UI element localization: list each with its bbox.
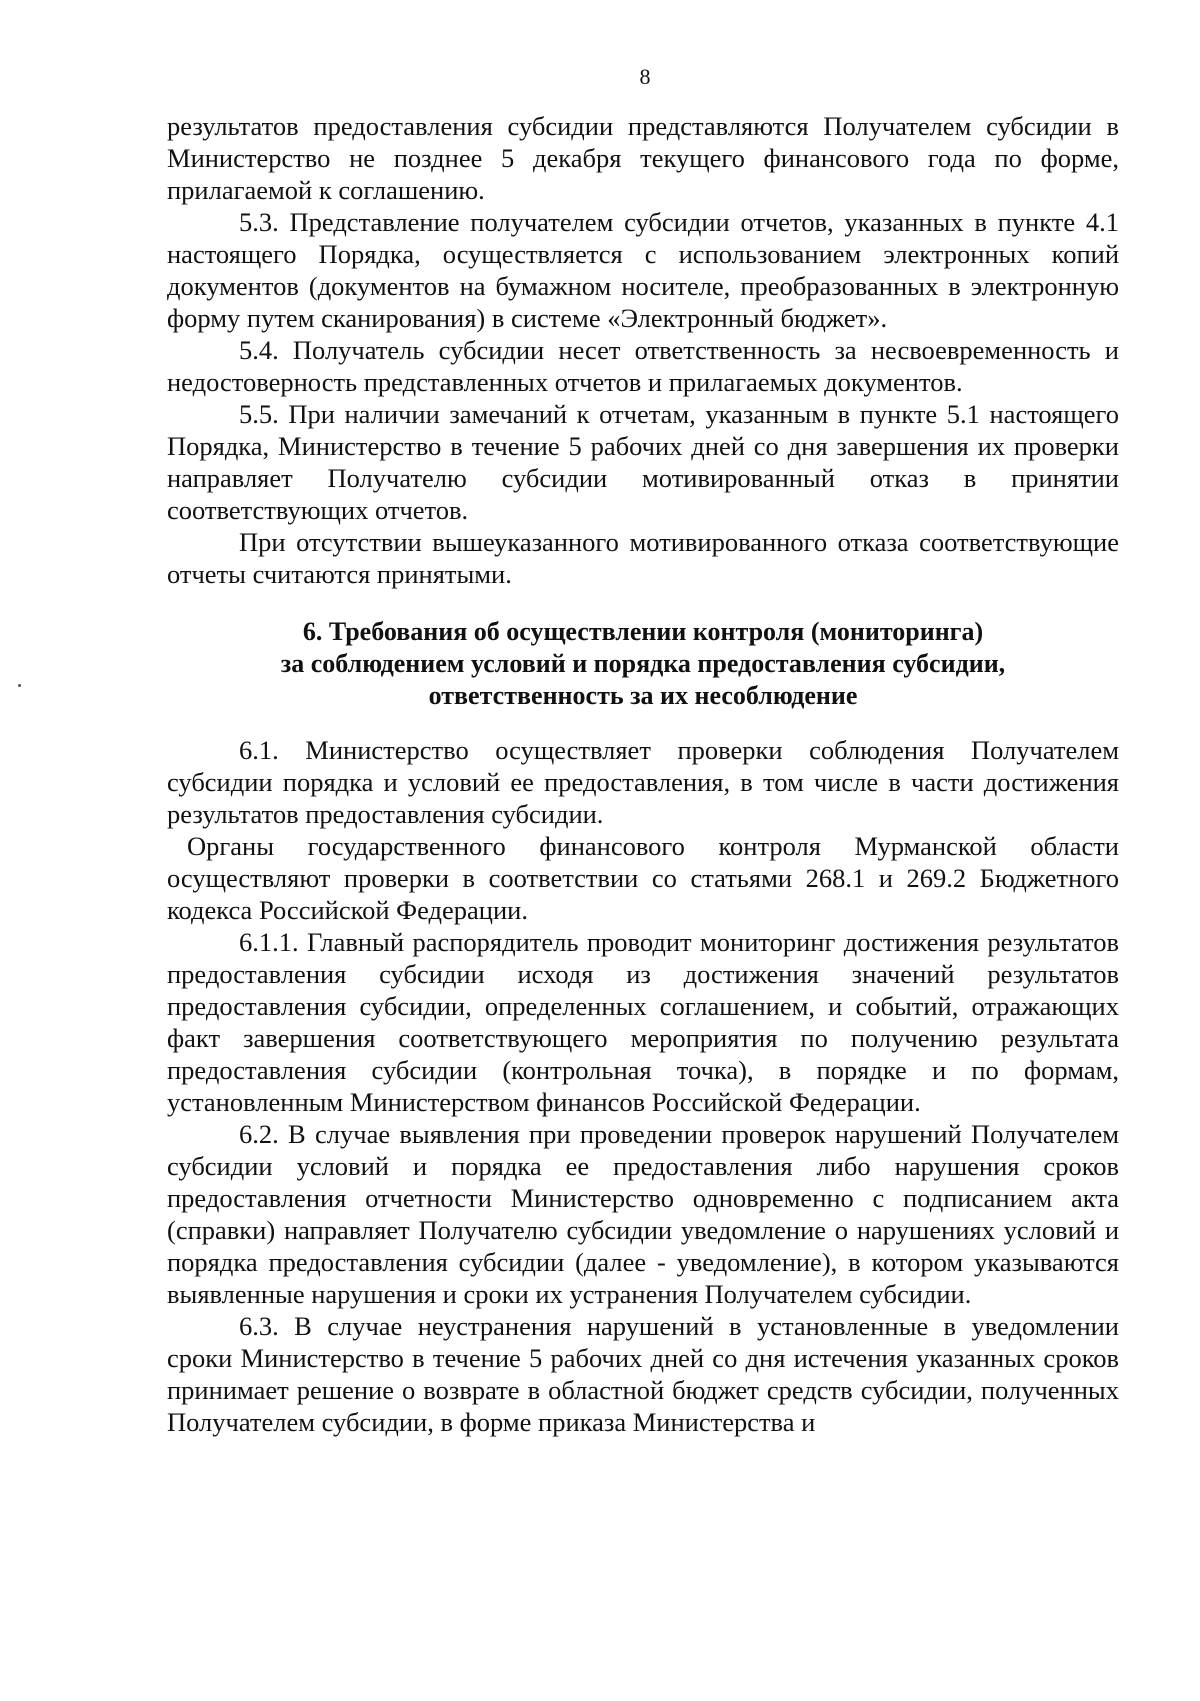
document-body	[167, 110, 1119, 1438]
section-6-heading	[167, 616, 1119, 712]
paragraph-5-4: 5.4. Получатель субсидии несет ответственность за несвоевременность и недостоверность представленных отчетов и прилагаемых документов.	[167, 335, 1119, 397]
paragraph-5-5-refusal: При отсутствии вышеуказанного мотивированного отказа соответствующие отчеты считаются принятыми.	[167, 527, 1119, 589]
paragraph-5-3: 5.3. Представление получателем субсидии отчетов, указанных в пункте 4.1 настоящего Порядка, осуществляется с использованием электронных копий документов (документов на бумажном носителе, преобразованных в электронную форму путем сканирования) в системе «Электронный бюджет».	[167, 207, 1119, 333]
section-heading-line-3: ответственность за их несоблюдение	[428, 681, 858, 710]
section-heading-line-1: 6. Требования об осуществлении контроля (мониторинга)	[302, 617, 984, 646]
paragraph-6-3: 6.3. В случае неустранения нарушений в установленные в уведомлении сроки Министерство в течение 5 рабочих дней со дня истечения указанных сроков принимает решение о возврате в областной бюджет средств субсидии, полученных Получателем субсидии, в форме приказа Министерства и	[167, 1311, 1119, 1437]
paragraph-5-5: 5.5. При наличии замечаний к отчетам, указанным в пункте 5.1 настоящего Порядка, Министерство в течение 5 рабочих дней со дня завершения их проверки направляет Получателю субсидии мотивированный отказ в принятии соответствующих отчетов.	[167, 399, 1119, 525]
section-heading-line-2: за соблюдением условий и порядка предоставления субсидии,	[280, 649, 1006, 678]
paragraph-6-2: 6.2. В случае выявления при проведении проверок нарушений Получателем субсидии условий и порядка ее предоставления либо нарушения сроков предоставления отчетности Министерство одновременно с подписанием акта (справки) направляет Получателю субсидии уведомление о нарушениях условий и порядка предоставления субсидии (далее - уведомление), в котором указываются выявленные нарушения и сроки их устранения Получателем субсидии.	[167, 1119, 1119, 1309]
paragraph-6-1-1: 6.1.1. Главный распорядитель проводит мониторинг достижения результатов предоставления субсидии исходя из достижения значений результатов предоставления субсидии, определенных соглашением, и событий, отражающих факт завершения соответствующего мероприятия по получению результата предоставления субсидии (контрольная точка), в порядке и по формам, установленным Министерством финансов Российской Федерации.	[167, 927, 1119, 1117]
page-number: 8	[639, 64, 651, 89]
paragraph-6-1: 6.1. Министерство осуществляет проверки соблюдения Получателем субсидии порядка и условий ее предоставления, в том числе в части достижения результатов предоставления субсидии.	[167, 735, 1119, 829]
scan-artifact-dot	[18, 684, 21, 687]
paragraph-continuation: результатов предоставления субсидии представляются Получателем субсидии в Министерство не позднее 5 декабря текущего финансового года по форме, прилагаемой к соглашению.	[167, 111, 1119, 205]
paragraph-6-1-control-bodies: Органы государственного финансового контроля Мурманской области осуществляют проверки в соответствии со статьями 268.1 и 269.2 Бюджетного кодекса Российской Федерации.	[167, 831, 1119, 925]
